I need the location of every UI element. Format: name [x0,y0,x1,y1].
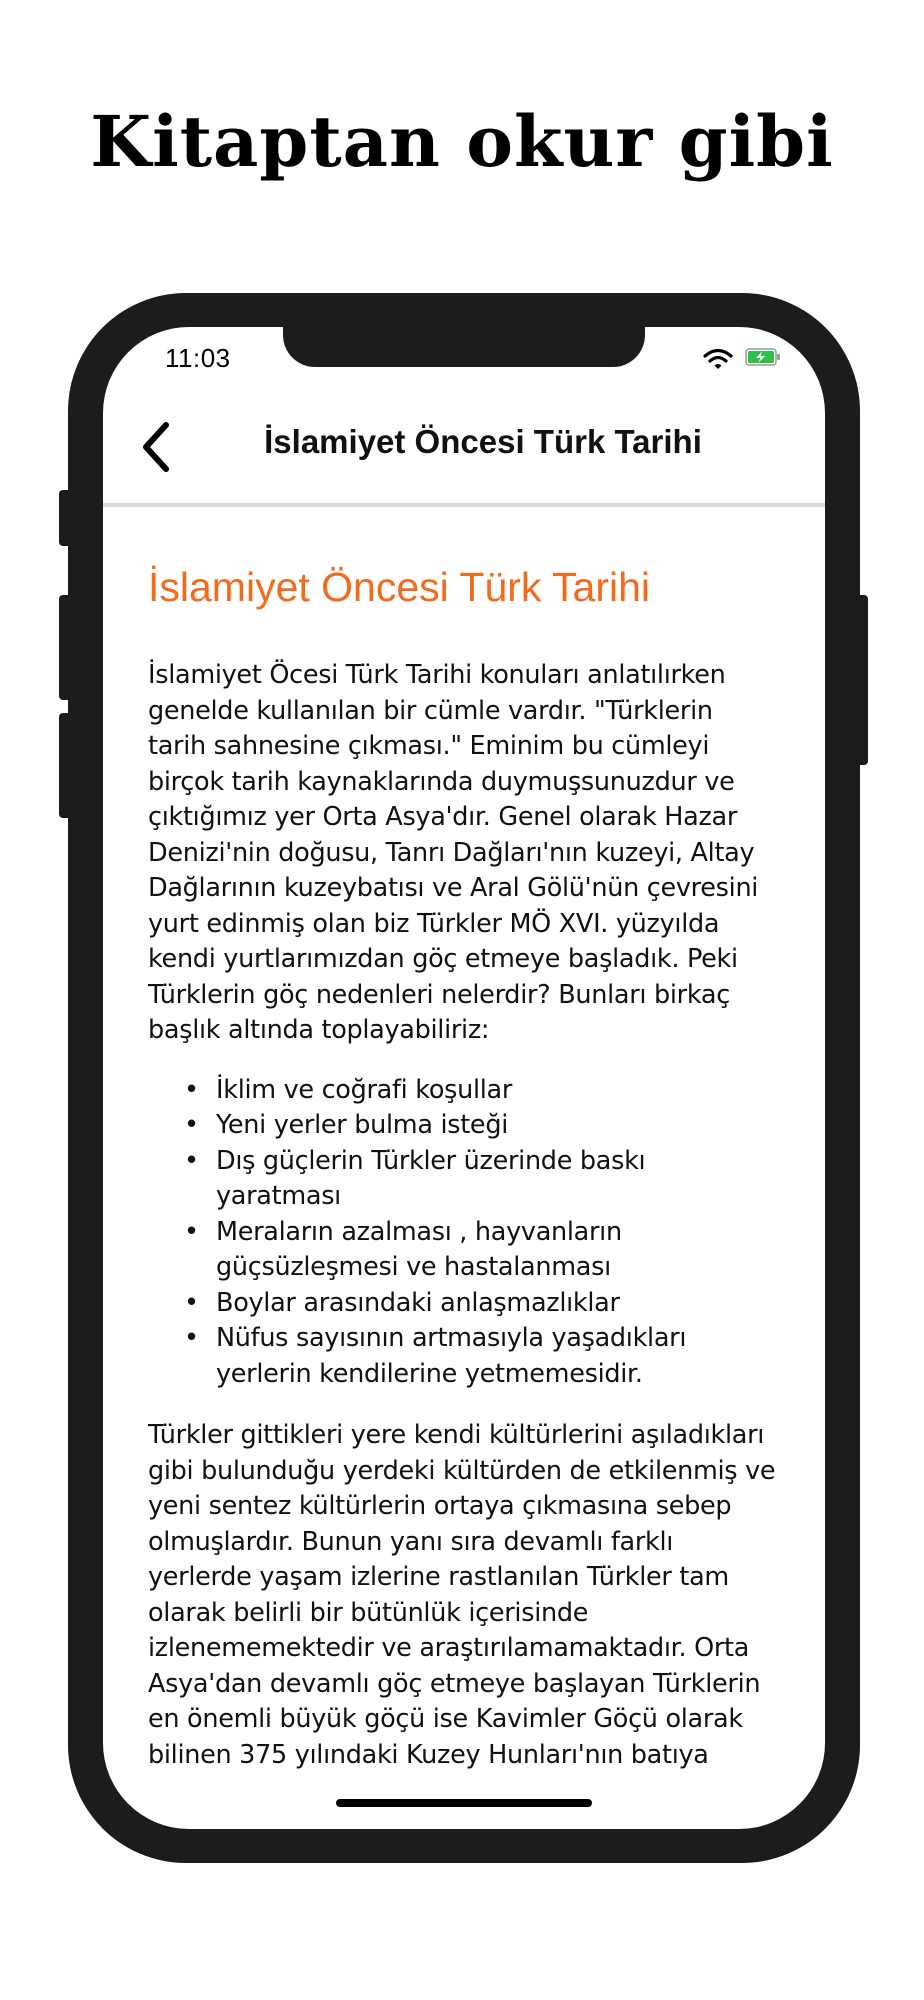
article-closing: Türkler gittikleri yere kendi kültürlerini aşıladıkları gibi bulunduğu yerdeki kültürden de etkilenmiş ve yeni sentez kültürlerin ortaya çıkmasına sebep olmuşlardır. Bunun yanı sıra devamlı farklı yerlerde yaşam izlerine rastlanılan Türkler tam olarak belirli bir bütünlük içerisinde izlenememektedir ve araştırılamamaktadır. Orta Asya'dan devamlı göç etmeye başlayan Türklerin en önemli büyük göçü ise Kavimler Göçü olarak bilinen 375 yılındaki Kuzey Hunları'nın batıya [148,1420,776,1770]
list-item: • Yeni yerler bulma isteği [184,1108,798,1144]
phone-frame [68,293,860,1863]
chevron-left-icon [138,421,172,473]
promo-headline: Kitaptan okur gibi [90,100,834,183]
notch [283,327,645,367]
navigation-bar [103,387,825,507]
nav-title: İslamiyet Öncesi Türk Tarihi [264,423,702,460]
list-item: • Dış güçlerin Türkler üzerinde baskı yaratması [184,1144,798,1215]
article-intro: İslamiyet Öcesi Türk Tarihi konuları anlatılırken genelde kullanılan bir cümle vardır. "Türklerin tarih sahnesine çıkması." Eminim bu cümleyi birçok tarih kaynaklarında duymuşsunuzdur ve çıktığımız yer Orta Asya'dır. Genel olarak Hazar Denizi'nin doğusu, Tanrı Dağları'nın kuzeyi, Altay Dağlarının kuzeybatısı ve Aral Gölü'nün çevresini yurt edinmiş olan biz Türkler MÖ XVI. yüzyılda kendi yurtlarımızdan göç etmeye başladık. Peki Türklerin göç nedenleri nelerdir? Bunları birkaç başlık altında toplayabiliriz: [148,660,759,1045]
battery-charging-icon [745,348,781,366]
back-button[interactable] [127,415,183,479]
home-indicator[interactable] [336,1799,592,1807]
wifi-icon [703,347,733,371]
article-content [148,562,798,1797]
list-item: • Boylar arasındaki anlaşmazlıklar [184,1286,798,1322]
phone-screen [103,327,825,1829]
list-item: • Nüfus sayısının artmasıyla yaşadıkları yerlerin kendilerine yetmemesidir. [184,1321,798,1392]
list-item: • Meraların azalması , hayvanların güçsüzleşmesi ve hastalanması [184,1215,798,1286]
article-heading: İslamiyet Öncesi Türk Tarihi [148,564,651,610]
list-item: • İklim ve coğrafi koşullar [184,1073,798,1109]
status-time: 11:03 [165,343,231,373]
reasons-list [148,1073,798,1393]
